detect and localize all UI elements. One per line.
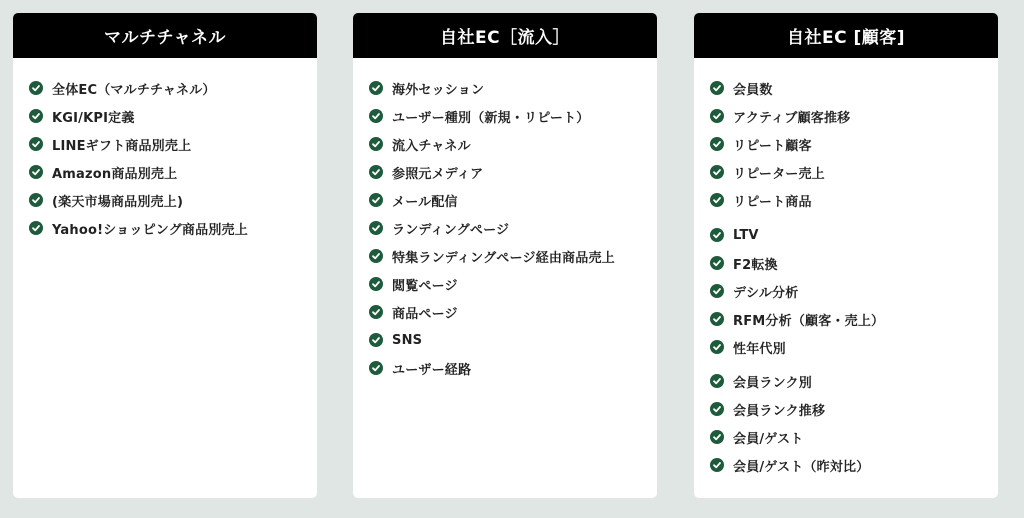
check-circle-icon [710,193,724,207]
item-label: Amazon商品別売上 [52,166,178,182]
list-item [29,134,191,154]
check-circle-icon [710,340,724,354]
check-circle-icon [369,81,383,95]
item-label: 海外セッション [392,82,485,98]
card-title: 自社EC［流入］ [353,13,657,58]
item-label: LINEギフト商品別売上 [52,138,192,154]
check-circle-icon [710,430,724,444]
list-item [710,455,869,475]
list-item [29,190,183,210]
item-label: リピート商品 [733,194,812,210]
item-label: F2転換 [733,257,778,273]
check-circle-icon [710,312,724,326]
check-circle-icon [710,284,724,298]
item-label: ユーザー経路 [392,362,472,378]
item-label: KGI/KPI定義 [52,110,135,126]
list-item [710,106,850,126]
item-label: ランディングページ [392,222,510,238]
check-circle-icon [710,137,724,151]
list-item [710,225,759,245]
item-label: 商品ページ [392,306,458,322]
item-label: 閲覧ページ [392,278,458,294]
item-label: リピート顧客 [733,138,812,154]
item-label: LTV [733,227,759,243]
list-item [369,330,422,350]
list-item [369,106,589,126]
list-item [29,106,135,126]
list-item [369,190,458,210]
list-item [710,253,778,273]
list-item [29,218,248,238]
item-label: Yahoo!ショッピング商品別売上 [52,222,248,238]
card-multichannel [13,13,317,498]
item-label: (楽天市場商品別売上) [52,194,184,210]
list-item [710,337,786,357]
list-item [369,134,471,154]
item-label: ユーザー種別（新規・リピート） [392,110,590,126]
item-label: 会員ランク別 [733,375,812,391]
item-label: 会員数 [733,82,773,98]
item-label: リピーター売上 [733,166,825,182]
list-item [369,246,615,266]
check-circle-icon [369,361,383,375]
list-item [710,427,803,447]
check-circle-icon [369,249,383,263]
item-label: RFM分析（顧客・売上） [733,313,885,329]
list-item [710,78,773,98]
list-item [369,78,484,98]
list-item [369,274,458,294]
card-own-ec-customers [694,13,998,498]
check-circle-icon [710,374,724,388]
item-label: デシル分析 [733,285,799,301]
check-circle-icon [29,137,43,151]
item-label: アクティブ顧客推移 [733,110,851,126]
list-item [710,399,825,419]
item-label: 流入チャネル [392,138,471,154]
list-item [29,78,216,98]
check-circle-icon [369,221,383,235]
item-label: 会員ランク推移 [733,403,826,419]
check-circle-icon [369,305,383,319]
item-label: 会員/ゲスト [733,431,804,447]
list-item [710,190,812,210]
item-label: 全体EC（マルチチャネル） [52,82,216,98]
list-item [710,281,798,301]
card-own-ec-traffic [353,13,657,498]
check-circle-icon [710,109,724,123]
list-item [710,371,812,391]
check-circle-icon [369,277,383,291]
check-circle-icon [710,165,724,179]
item-label: SNS [392,332,423,348]
list-item [369,358,471,378]
item-label: 会員/ゲスト（昨対比） [733,459,870,475]
card-title: マルチチャネル [13,13,317,58]
check-circle-icon [710,228,724,242]
check-circle-icon [369,193,383,207]
check-circle-icon [29,81,43,95]
list-item [710,134,812,154]
item-label: 特集ランディングページ経由商品売上 [392,250,615,266]
item-label: メール配信 [392,194,458,210]
check-circle-icon [369,165,383,179]
list-item [369,302,458,322]
list-item [369,162,483,182]
check-circle-icon [369,333,383,347]
check-circle-icon [710,402,724,416]
check-circle-icon [29,193,43,207]
check-circle-icon [710,81,724,95]
check-circle-icon [710,256,724,270]
check-circle-icon [369,137,383,151]
list-item [710,309,884,329]
item-label: 性年代別 [733,341,786,357]
list-item [29,162,177,182]
check-circle-icon [29,165,43,179]
check-circle-icon [710,458,724,472]
check-circle-icon [29,221,43,235]
list-item [369,218,509,238]
check-circle-icon [369,109,383,123]
card-title: 自社EC [顧客] [694,13,998,58]
list-item [710,162,825,182]
check-circle-icon [29,109,43,123]
item-label: 参照元メディア [392,166,484,182]
